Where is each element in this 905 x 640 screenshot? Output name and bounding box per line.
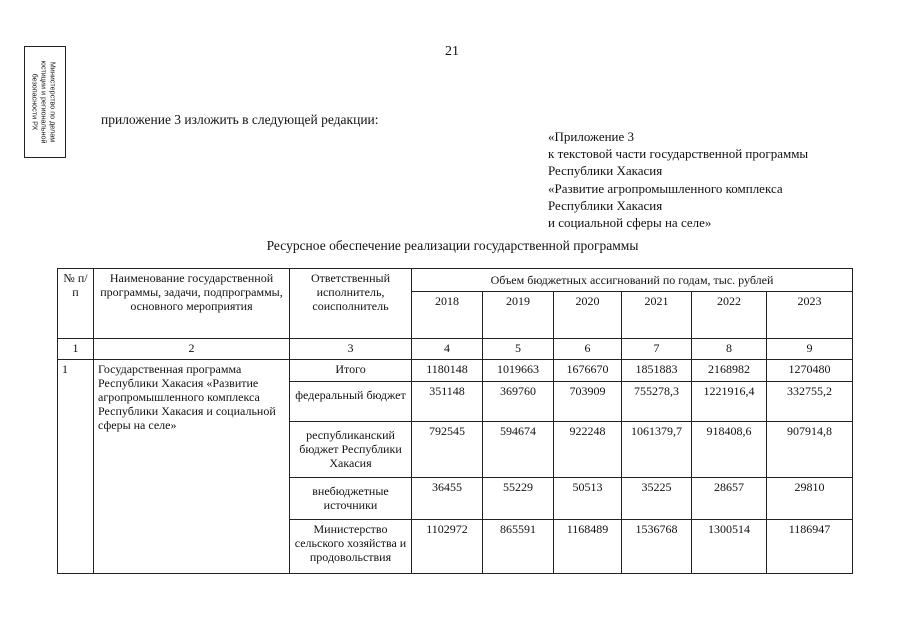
value-cell: 29810 [767, 478, 853, 520]
value-cell: 865591 [483, 520, 554, 574]
value-cell: 36455 [412, 478, 483, 520]
value-cell: 918408,6 [692, 422, 767, 478]
appendix-line: и социальной сферы на селе» [548, 215, 712, 231]
page-number: 21 [445, 44, 459, 59]
value-cell: 1221916,4 [692, 382, 767, 422]
table-row [58, 360, 853, 382]
executor-cell: Министерство сельского хозяйства и продовольствия [290, 520, 412, 574]
year-header: 2023 [767, 292, 853, 339]
header-budget: Объем бюджетных ассигнований по годам, тыс. рублей [412, 269, 853, 292]
value-cell: 1536768 [622, 520, 692, 574]
value-cell: 1180148 [412, 360, 483, 382]
column-number: 4 [412, 339, 483, 360]
value-cell: 922248 [554, 422, 622, 478]
executor-cell: федеральный бюджет [290, 382, 412, 422]
value-cell: 907914,8 [767, 422, 853, 478]
value-cell: 28657 [692, 478, 767, 520]
appendix-line: «Приложение 3 [548, 129, 635, 144]
value-cell: 50513 [554, 478, 622, 520]
appendix-line: «Развитие агропромышленного комплекса [548, 180, 783, 196]
registration-stamp-text: Министерство по делам юстиции и региональной безопасности РХ [30, 60, 58, 144]
year-header: 2021 [622, 292, 692, 339]
column-number: 9 [767, 339, 853, 360]
value-cell: 755278,3 [622, 382, 692, 422]
value-cell: 792545 [412, 422, 483, 478]
column-number-row [58, 339, 853, 360]
value-cell: 594674 [483, 422, 554, 478]
appendix-line: Республики Хакасия [548, 163, 663, 179]
year-header: 2020 [554, 292, 622, 339]
value-cell: 369760 [483, 382, 554, 422]
value-cell: 2168982 [692, 360, 767, 382]
executor-cell: внебюджетные источники [290, 478, 412, 520]
intro-text: приложение 3 изложить в следующей редакции: [101, 112, 379, 127]
value-cell: 1270480 [767, 360, 853, 382]
column-number: 8 [692, 339, 767, 360]
value-cell: 1061379,7 [622, 422, 692, 478]
value-cell: 1676670 [554, 360, 622, 382]
resource-table [57, 268, 853, 574]
header-name: Наименование государственной программы, задачи, подпрограммы, основного мероприятия [94, 269, 290, 339]
program-number: 1 [58, 360, 94, 574]
value-cell: 1019663 [483, 360, 554, 382]
executor-cell: Итого [290, 360, 412, 382]
value-cell: 1168489 [554, 520, 622, 574]
value-cell: 35225 [622, 478, 692, 520]
value-cell: 1102972 [412, 520, 483, 574]
program-name: Государственная программа Республики Хакасия «Развитие агропромышленного комплекса Республики Хакасия и социальной сферы на селе» [94, 360, 290, 574]
column-number: 3 [290, 339, 412, 360]
executor-cell: республиканский бюджет Республики Хакасия [290, 422, 412, 478]
value-cell: 703909 [554, 382, 622, 422]
year-header: 2018 [412, 292, 483, 339]
column-number: 5 [483, 339, 554, 360]
value-cell: 332755,2 [767, 382, 853, 422]
column-number: 6 [554, 339, 622, 360]
appendix-heading [548, 128, 808, 231]
value-cell: 1300514 [692, 520, 767, 574]
year-header: 2019 [483, 292, 554, 339]
value-cell: 351148 [412, 382, 483, 422]
appendix-line: Республики Хакасия [548, 197, 663, 213]
value-cell: 1851883 [622, 360, 692, 382]
column-number: 2 [94, 339, 290, 360]
header-executor: Ответственный исполнитель, соисполнитель [290, 269, 412, 339]
column-number: 1 [58, 339, 94, 360]
year-header: 2022 [692, 292, 767, 339]
header-num: № п/п [58, 269, 94, 339]
value-cell: 1186947 [767, 520, 853, 574]
value-cell: 55229 [483, 478, 554, 520]
appendix-line: к текстовой части государственной программы [548, 146, 809, 162]
column-number: 7 [622, 339, 692, 360]
table-title: Ресурсное обеспечение реализации государственной программы [266, 238, 639, 253]
